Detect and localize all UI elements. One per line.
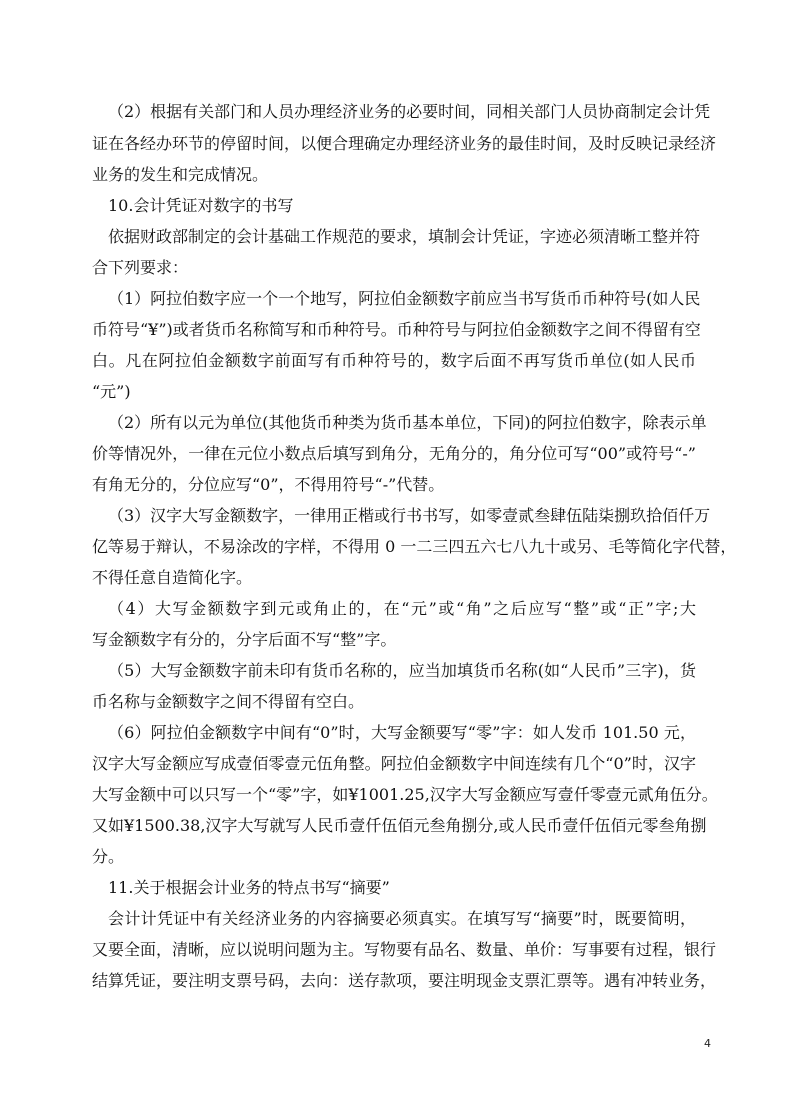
text-line: 价等情况外，一律在元位小数点后填写到角分，无角分的，角分位可写“00”或符号“-” (92, 444, 696, 463)
text-line: （1）阿拉伯数字应一个一个地写，阿拉伯金额数字前应当书写货币币种符号(如人民 (108, 289, 701, 308)
text-line: 会计计凭证中有关经济业务的内容摘要必须真实。在填写写“摘要”时，既要简明， (108, 909, 696, 928)
text-line: 汉字大写金额应写成壹佰零壹元伍角整。阿拉伯金额数字中间连续有几个“0”时，汉字 (92, 754, 696, 773)
text-line: （5）大写金额数字前未印有货币名称的，应当加填货币名称(如“人民币”三字)，货 (108, 661, 696, 680)
text-line: 币名称与金额数字之间不得留有空白。 (92, 692, 365, 711)
page-number: 4 (704, 1037, 711, 1050)
text-line: 合下列要求： (92, 258, 189, 277)
text-line: 结算凭证，要注明支票号码，去向：送存款项，要注明现金支票汇票等。遇有冲转业务， (92, 971, 717, 990)
text-line: “元”) (92, 382, 131, 401)
text-line: 又如¥1500.38,汉字大写就写人民币壹仟伍佰元叁角捌分,或人民币壹仟伍佰元零叁角捌 (92, 816, 707, 835)
text-line: 依据财政部制定的会计基础工作规范的要求，填制会计凭证，字迹必须清晰工整并符 (108, 227, 701, 246)
text-line: 业务的发生和完成情况。 (92, 165, 269, 184)
text-line: 亿等易于辩认，不易涂改的字样，不得用 0 一二三四五六七八九十或另、毛等简化字代替， (92, 537, 737, 556)
text-line: 大写金额中可以只写一个“零”字，如¥1001.25,汉字大写金额应写壹仟零壹元贰角伍分。 (92, 785, 718, 804)
section-heading: 11.关于根据会计业务的特点书写“摘要” (108, 878, 390, 897)
text-line: （4）大写金额数字到元或角止的，在“元”或“角”之后应写“整”或“正”字;大 (108, 599, 696, 618)
text-line: 又要全面，清晰，应以说明问题为主。写物要有品名、数量、单价：写事要有过程，银行 (92, 940, 717, 959)
text-line: 证在各经办环节的停留时间，以便合理确定办理经济业务的最佳时间，及时反映记录经济 (92, 134, 717, 153)
text-line: 不得任意自造简化字。 (92, 568, 253, 587)
text-line: （6）阿拉伯金额数字中间有“0”时，大写金额要写“零”字：如人发币 101.50 元， (108, 723, 696, 742)
text-line: 币符号“¥”)或者货币名称简写和币种符号。币种符号与阿拉伯金额数字之间不得留有空 (92, 320, 701, 339)
text-line: （2）所有以元为单位(其他货币种类为货币基本单位，下同)的阿拉伯数字，除表示单 (108, 413, 707, 432)
section-heading: 10.会计凭证对数字的书写 (108, 196, 294, 215)
text-line: 白。凡在阿拉伯金额数字前面写有币种符号的，数字后面不再写货币单位(如人民币 (92, 351, 696, 370)
text-line: 分。 (92, 847, 125, 866)
text-line: （2）根据有关部门和人员办理经济业务的必要时间，同相关部门人员协商制定会计凭 (108, 102, 711, 121)
text-line: （3）汉字大写金额数字，一律用正楷或行书书写，如零壹贰叁肆伍陆柒捌玖拾佰仟万 (108, 506, 711, 525)
text-line: 有角无分的，分位应写“0”，不得用符号“-”代替。 (92, 475, 445, 494)
text-line: 写金额数字有分的，分字后面不写“整”字。 (92, 630, 397, 649)
